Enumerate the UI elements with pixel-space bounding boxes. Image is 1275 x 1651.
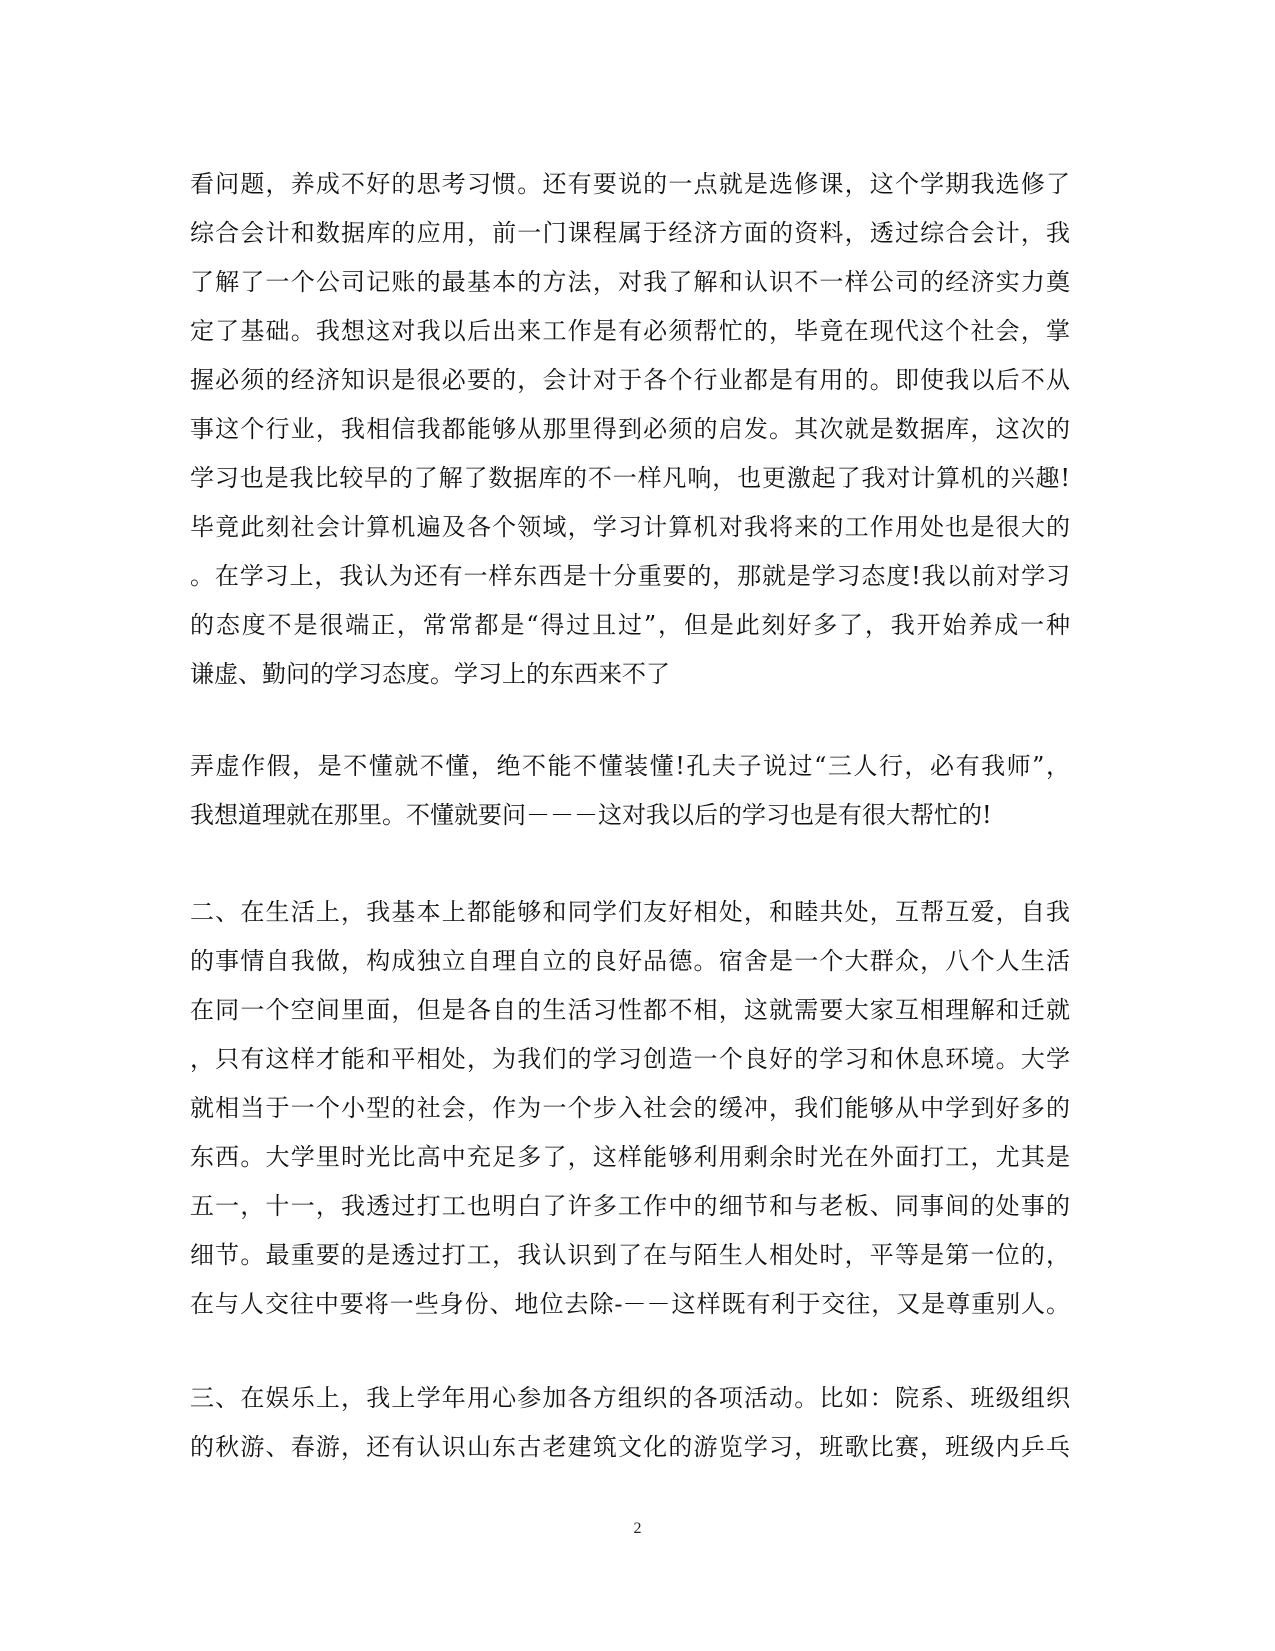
page-number: 2 [633, 1520, 642, 1537]
text-line: 学习也是我比较早的了解了数据库的不一样凡响，也更激起了我对计算机的兴趣! [190, 464, 1070, 492]
text-line: 毕竟此刻社会计算机遍及各个领域，学习计算机对我将来的工作用处也是很大的 [190, 513, 1070, 541]
text-line: 三、在娱乐上，我上学年用心参加各方组织的各项活动。比如：院系、班级组织 [190, 1384, 1070, 1412]
text-line: 的态度不是很端正，常常都是“得过且过”，但是此刻好多了，我开始养成一种 [190, 611, 1070, 639]
text-line: ，只有这样才能和平相处，为我们的学习创造一个良好的学习和休息环境。大学 [190, 1045, 1070, 1073]
text-line: 弄虚作假，是不懂就不懂，绝不能不懂装懂!孔夫子说过“三人行，必有我师”， [190, 752, 1070, 780]
text-line: 就相当于一个小型的社会，作为一个步入社会的缓冲，我们能够从中学到好多的 [190, 1094, 1070, 1122]
text-line: 东西。大学里时光比高中充足多了，这样能够利用剩余时光在外面打工，尤其是 [190, 1143, 1070, 1171]
paragraph-life [190, 888, 1070, 1329]
text-line: 综合会计和数据库的应用，前一门课程属于经济方面的资料，透过综合会计，我 [190, 219, 1070, 247]
text-line: 我想道理就在那里。不懂就要问－－－这对我以后的学习也是有很大帮忙的! [190, 801, 992, 829]
text-line: 五一，十一，我透过打工也明白了许多工作中的细节和与老板、同事间的处事的 [190, 1192, 1070, 1220]
text-line: 在与人交往中要将一些身份、地位去除-－－这样既有利于交往，又是尊重别人。 [190, 1290, 1070, 1318]
text-line: 握必须的经济知识是很必要的，会计对于各个行业都是有用的。即使我以后不从 [190, 366, 1070, 394]
text-line: 细节。最重要的是透过打工，我认识到了在与陌生人相处时，平等是第一位的， [190, 1241, 1070, 1269]
text-line: 看问题，养成不好的思考习惯。还有要说的一点就是选修课，这个学期我选修了 [190, 170, 1070, 198]
paragraph-honesty [190, 742, 1070, 840]
text-line: 事这个行业，我相信我都能够从那里得到必须的启发。其次就是数据库，这次的 [190, 415, 1070, 443]
text-line: 定了基础。我想这对我以后出来工作是有必须帮忙的，毕竟在现代这个社会，掌 [190, 317, 1070, 345]
text-line: 的事情自我做，构成独立自理自立的良好品德。宿舍是一个大群众，八个人生活 [190, 947, 1070, 975]
text-line: 二、在生活上，我基本上都能够和同学们友好相处，和睦共处，互帮互爱，自我 [190, 898, 1070, 926]
text-line: 。在学习上，我认为还有一样东西是十分重要的，那就是学习态度!我以前对学习 [190, 562, 1070, 590]
paragraph-study-continued [190, 160, 1070, 699]
text-line: 了解了一个公司记账的最基本的方法，对我了解和认识不一样公司的经济实力奠 [190, 268, 1070, 296]
text-line: 谦虚、勤问的学习态度。学习上的东西来不了 [190, 660, 670, 688]
paragraph-entertainment [190, 1374, 1070, 1472]
text-line: 的秋游、春游，还有认识山东古老建筑文化的游览学习，班歌比赛，班级内乒乓 [190, 1433, 1070, 1461]
text-line: 在同一个空间里面，但是各自的生活习性都不相，这就需要大家互相理解和迁就 [190, 996, 1070, 1024]
